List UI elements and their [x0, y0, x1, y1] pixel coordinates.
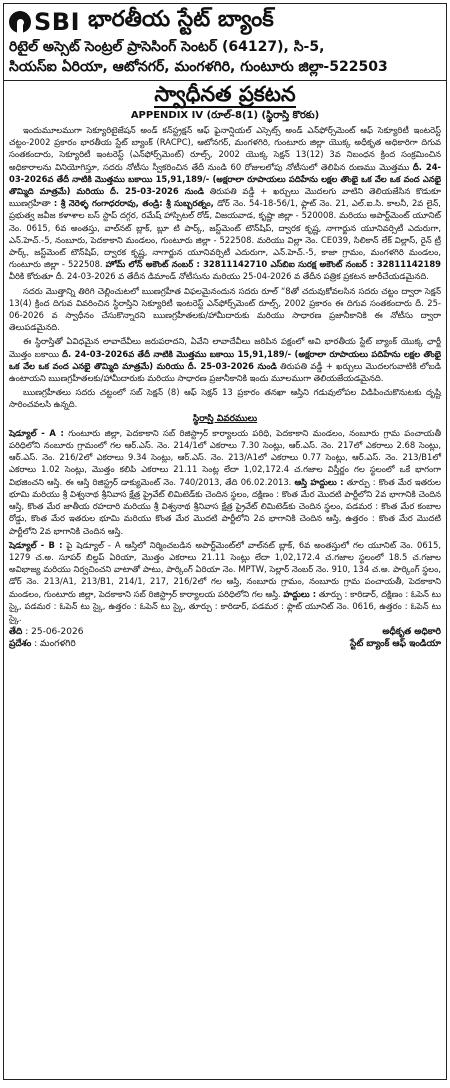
header: [4, 4, 446, 37]
schedule-b-label: షెడ్యూల్ - B :: [9, 539, 63, 550]
paragraph-4: ఋణగ్రహీతలు సదరు చట్టంలో సబ్ సెక్షన్ (8) ఆఫ్ సెక్షన్ 13 ప్రకారం తనఖా ఆస్తిని గడువులోపల విడిపించుకొనుటకు దృష్టి సారించవలసి ఉన్నది.: [9, 387, 441, 410]
schedule-b-bounds-label: హద్దులు :: [283, 588, 317, 599]
appendix-line: APPENDIX IV (రూల్-8(1) (స్థిరాస్తి కొరకు): [130, 110, 320, 121]
p1-mid: తిరుపతి వడ్డీ + ఖర్చులు మొదలగు వాటిని తెలియజేసిన కొడుకూ ఋణగ్రహీతా: [9, 186, 441, 209]
paragraph-1: [9, 124, 441, 283]
p3-amount: దీ. 24-03-2026వ తేదీ నాటికి మొత్తము బకాయి 15,91,189/- (అక్షరాలా రూపాయలు పదిహేను లక్షల తొంభై ఒక వేల ఒక వంద ఎనభై తొమ్మిది మాత్రమే) మరియు దీ. 25-03-2026 నుండి: [9, 348, 441, 371]
paragraph-3: [9, 335, 441, 384]
place-label: ప్రదేశం: [9, 639, 32, 650]
paragraph-2: సదరు మొత్తాన్ని తిరిగి చెల్లించుటలో ఋణగ్రహీత విఫలమైనందున సదరు రూల్ “8తో చదువుకోవలసిన సదరు చట్టం ద్వారా సెక్షన్ 13(4) క్రింద దిగువ వివరించిన స్థిరాస్తిని సెక్యూరిటీ ఇంటరెస్ట్ ఎన్‌ఫోర్స్‌మెంట్ రూల్స్, 2002 ప్రకారం ఈ దిగువ సంతకందారు దీ. 25-06-2026 వ స్వాధీనం చేసుకొన్నారని ఋణగ్రహీతలకు/హామీదారుకు మరియు సాధారణ ప్రజానీకానికి ఈ నోటీసు ద్వారా తెలుపడమైనది.: [9, 285, 441, 333]
notice-body: [4, 124, 446, 624]
title-wrap: [4, 81, 446, 108]
schedule-b-text: పై షెడ్యూల్ - A ఆస్తిలో నిర్మించబడిన అపార్ట్‌మెంట్‌లో వాల్‌నట్ బ్లాక్, 6వ అంతస్తులో గల యూనిట్ నెం. 0615, 1279 చ.అ. సూపర్ బిల్డప్ ఏరియా, మొత్తం ఎకరాలు 21.11 సెంట్లు లేదా 1,02,172.4 చ.గజాల స్థలంలో 18.5 చ.గజాల అవిభాజ్య మరియు నిర్వచించని వాటాతో పాటు, పార్కింగ్ ఏరియా నెం. MPTW, సెల్లార్ నెంబర్ నెం. 910, 134 చ.అ. పార్కింగ్ స్థలం, డోర్ నెం. 213/A1, 213/B1, 214/1, 217, 216/2లో గల ఆస్తి, నంబూరు గ్రామం, నంబూరు గ్రామ పంచాయతీ, పెదకాకాని మండలం, గుంటూరు జిల్లా, పెదకాకాని సబ్ రిజిస్ట్రార్ కార్యాలయ పరిధిలోని గల ఆస్తి.: [9, 539, 441, 599]
notice-page: [3, 3, 447, 1080]
footer-date: [9, 626, 83, 638]
footer-right: [350, 626, 441, 650]
footer-place: [9, 638, 83, 650]
logo-text: SBI: [34, 8, 81, 36]
sbi-keyhole-icon: [9, 11, 31, 33]
bank-name: భారతీయ స్టేట్ బ్యాంక్: [88, 7, 274, 32]
p1-amount: దీ. 24-03-2026వ తేదీ నాటికి మొత్తము బకాయి 15,91,189/- (అక్షరాలా రూపాయలు పదిహేను లక్షల తొంభై ఒక వేల ఒక వంద ఎనభై తొమ్మిది మాత్రమే) మరియు దీ. 25-03-2026 నుండి: [9, 161, 442, 197]
p3-intro: ఈ స్థిరాస్తితో ఏవిధమైన లావాదేవీలు జరుపరాదని, ఏవేని లావాదేవీలు జరిపిన పక్షంలో అవి భారతీయ స్టేట్ బ్యాంక్ యొక్క ఛార్జీ మొత్తం బకాయి: [9, 336, 441, 359]
address-line-1: రిటైల్ అస్సెట్ సెంట్రల్ ప్రాసెసింగ్ సెంటర్ (64127), సి-5,: [9, 39, 325, 55]
schedule-heading: స్థిరాస్తి వివరములు: [192, 413, 258, 424]
p3-end: తిరుపతి వడ్డీ + ఖర్చులు మొదలగువాటికి లోబడి ఉంటాయని ఋణగ్రహీతలకు/హామీదారుకు మరియు సాధారణ ప్రజానీకానికి ఇందు మూలముగా తెలియజేయడమైనది.: [9, 360, 441, 384]
p1-borrower: : శ్రీ నెరెళ్ళ గంగాధరరావు, తండ్రి: శ్రీ సుబ్బరత్నం,: [53, 198, 214, 209]
place-value: : మంగళగిరి: [34, 639, 76, 650]
schedule-a-text: గుంటూరు జిల్లా, పెదకాకాని సబ్ రిజిస్ట్రార్ కార్యాలయ పరిధి, పెదకాకాని మండలం, నంబూరు గ్రామ పంచాయతీ పరిధిలోని నంబూరు గ్రామంలో గల ఆర్.ఎస్. నెం. 214/1లో ఎకరాలు 7.30 సెంట్లు, ఆర్.ఎస్. నెం. 217లో ఎకరాలు 2.68 సెంట్లు, ఆర్.ఎస్. నెం. 216/2లో ఎకరాలు 9.34 సెంట్లు, ఆర్.ఎస్. నెం. 213/A1లో ఎకరాలు 0.77 సెంట్లు, ఆర్.ఎస్. నెం. 213/B1లో ఎకరాలు 1.02 సెంట్లు, మొత్తం కలిపి ఎకరాలు 21.11 సెంట్ల లేదా 1,02,172.4 చ.గజాల విస్తీర్ణం గల స్థలంలో ఒకే భాగంగా విభజించని ఆస్తి. ఈ ఆస్తి రిజిస్ట్రర్ డాక్యుమెంట్ నెం. 740/2013, తేది 06.02.2013.: [9, 427, 441, 487]
signing-officer: అధీకృత అధికారి: [382, 627, 441, 638]
footer-left: [9, 626, 83, 650]
p1-accounts: హోమ్ లోన్ అకౌంట్ నంబర్ : 32811142710 ఎస్‌బిఐ సురక్ష అకౌంట్ నంబర్ : 32811142189: [105, 259, 441, 270]
schedule-a-bounds: తూర్పు : కొంత మేర ఇతరుల భూమి మరియు శ్రీ విశ్వనాథ శ్రీనివాస క్షేత్ర ప్రైవేట్ లిమిటెడ్‌కు చెందిన స్థలం, దక్షిణం : కొంత మేర మొదటి పార్టీలోని 2వ భాగానికి చెందిన ఆస్తి, కొంత మేర జాతీయ రహదారి మరియు శ్రీ విశ్వనాథ శ్రీనివాస క్షేత్ర ప్రైవేట్ లిమిటెడ్‌కు చెందిన స్థలం, పడమర : కొంత మేర కంబాల రోడ్డు, కొంత మేర ఇతరుల భూమి మరియు కొంత మేర మొదటి పార్టీలోని 2వ భాగానికి చెందిన ఆస్తి, ఉత్తరం : కొంత మేర మొదటి పార్టీలోని 2వ భాగానికి చెందిన ఆస్తి.: [9, 476, 441, 536]
schedule-a-bounds-label: ఆస్తి హద్దులు :: [294, 476, 344, 487]
schedule-b: [9, 539, 441, 624]
sbi-logo: [9, 8, 80, 36]
p1-address: డోర్ నెం. 54-18-56/1, ఫ్లాట్ నెం. 21, ఎల్.ఐ.సి. కాలనీ, 2వ లైన్, ప్రభుత్వ జవీజ కళాశాల బస్ స్టాప్ దగ్గర, రమేష్ హాస్పిటల్ రోడ్, విజయవాడ, కృష్ణా జిల్లా - 520008. మరియు అపార్ట్‌మెంట్ యూనిట్ నెం. 0615, 6వ అంతస్తు, వాల్‌నట్ బ్లాక్, బ్లూ టి పార్క్, జస్ట్‌మెంట్ టౌన్‌షిప్, ద్వారక కృష్ణ, నాగార్జున యూనివర్సిటీ ఎదురుగా, ఎన్.హెచ్.-5, నంబూరు, పెదకాకాని మండలం, గుంటూరు జిల్లా - 522508. మరియు విల్లా నెం. CE039, సిలికాన్ లేక్ విల్లాస్, రైన్ ట్రీ పార్క్, జస్ట్‌మెంట్ టౌన్‌షిప్, ద్వారక కృష్ణ, నాగార్జున యూనివర్సిటీ ఎదురుగా, ఎన్.హెచ్.-5, కాజా గ్రామం, మంగళగిరి మండలం, గుంటూరు జిల్లా - 522508.: [9, 198, 441, 270]
p1-intro: ఇందుమూలముగా సెక్యూరిటైజేషన్ అండ్ కన్‌స్ట్రక్షన్ ఆఫ్ ఫైనాన్షియల్ ఎస్సెట్స్ అండ్ ఎన్‌ఫోర్స్‌మెంట్ ఆఫ్ సెక్యూరిటీ ఇంటరెస్ట్ చట్టం-2002 ప్రకారం భారతీయ స్టేట్ బ్యాంక్ (RACPC), ఆటోనగర్, మంగళగిరి, గుంటూరు జిల్లా యొక్క అధీకృత అధికారిగా దిగువ సంతకందారు, సెక్యూరిటీ ఇంటరెస్ట్ (ఎన్‌ఫోర్స్‌మెంట్) రూల్స్, 2002 యొక్క సెక్షన్ 13(12) 3వ నిబంధన క్రింద సంక్రమించిన అధికారాలను వినియోగిస్తూ, సదరు నోటీసు స్వీకరించిన తేదీ నుండి 60 రోజులలోపు నోటీసులో తెలిపిన రుణము మొత్తము: [9, 125, 441, 172]
signing-bank: స్టేట్ బ్యాంక్ ఆఫ్ ఇండియా: [350, 639, 441, 650]
schedule-a: [9, 427, 441, 537]
p1-end: మరియు 25-04-2026 వ తేదీన పత్రిక ప్రకటన జారీచేయడమైనది.: [212, 271, 429, 282]
p1-demand: వీరికి కోరుతూ దీ. 24-03-2026 వ తేదీన డిమాండ్ నోటీసును: [9, 271, 210, 282]
schedule-b-bounds: తూర్పు : కారిడార్, దక్షిణం : ఓపెన్ టు స్కై, పడమర : ఓపెన్ టు స్కై, ఉత్తరం : ఓపెన్ టు స్కై, తూర్పు : కారిడార్, పడమర : ఫ్లాట్ యూనిట్ నెం. 0616, ఉత్తరం : ఓపెన్ టు స్కై.: [9, 588, 441, 623]
schedule: [9, 427, 441, 624]
date-value: : 25-06-2026: [25, 627, 84, 638]
schedule-a-label: షెడ్యూల్ - A :: [9, 427, 64, 438]
address-line-2: సియస్ఐ ఏరియా, ఆటోనగర్, మంగళగిరి, గుంటూరు జిల్లా-522503: [9, 59, 388, 75]
notice-title: స్వాధీనత ప్రకటన: [154, 82, 296, 106]
footer: [4, 626, 446, 650]
date-label: తేది: [9, 627, 23, 638]
